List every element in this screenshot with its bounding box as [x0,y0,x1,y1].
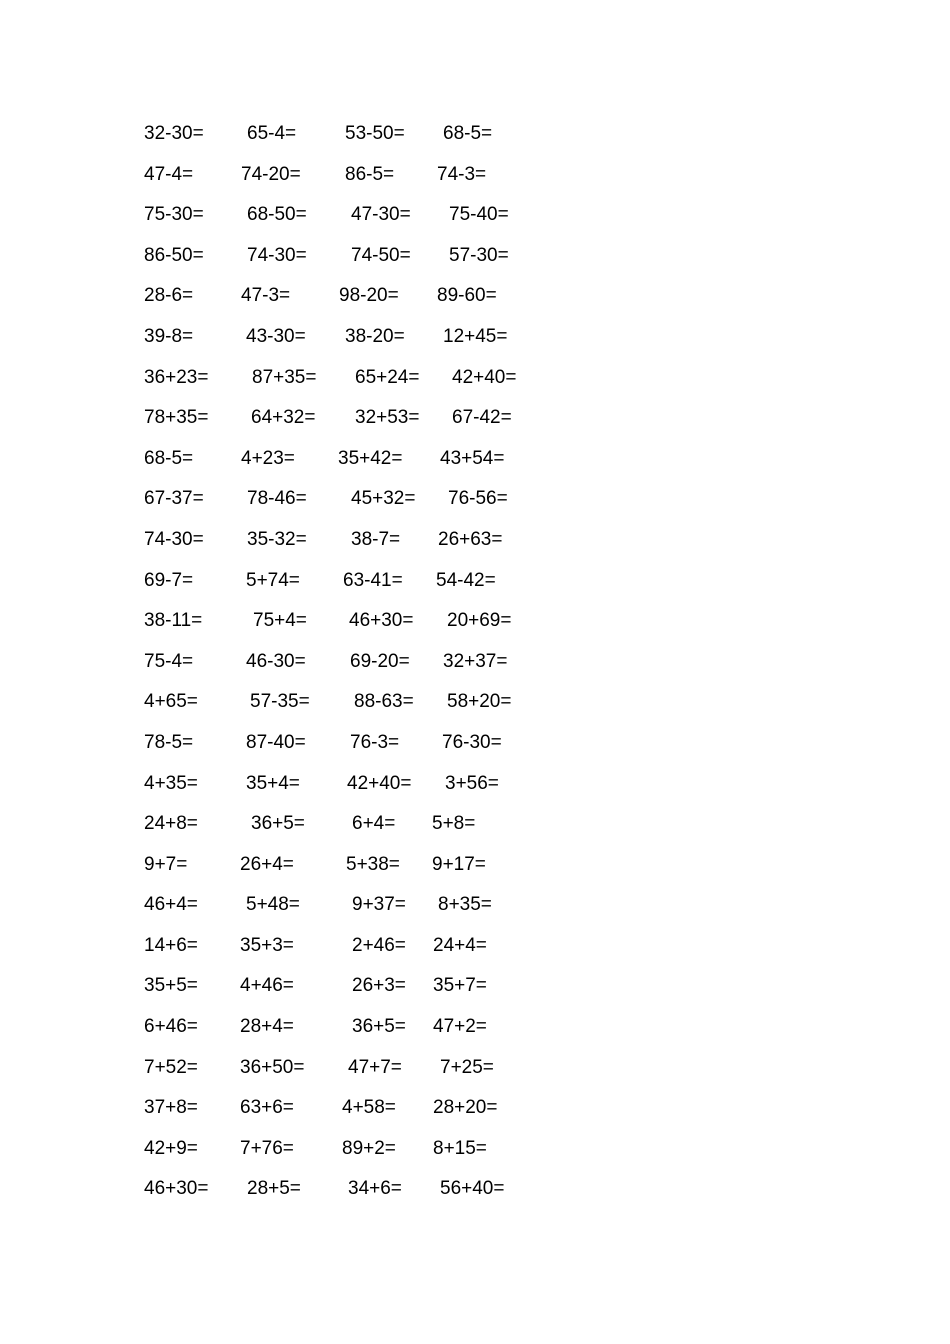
math-problem: 89+2= [342,1137,396,1159]
math-problem: 36+50= [240,1056,305,1078]
math-problem: 58+20= [447,691,512,713]
math-problem: 47+2= [433,1016,487,1038]
math-problem: 89-60= [437,285,497,307]
math-problem: 26+4= [240,853,294,875]
math-problem: 46+30= [144,1178,209,1200]
math-problem: 47-3= [241,285,291,307]
problem-row [144,650,664,691]
math-problem: 9+37= [352,894,406,916]
math-problem: 74-20= [241,163,301,185]
math-problem: 74-50= [351,244,411,266]
problem-row [144,772,664,813]
math-problem: 43+54= [440,447,505,469]
math-problem: 42+9= [144,1137,198,1159]
math-problem: 28+20= [433,1097,498,1119]
problem-row [144,1096,664,1137]
math-problem: 75+4= [253,610,307,632]
problem-row [144,609,664,650]
math-problem: 75-30= [144,204,204,226]
math-problem: 37+8= [144,1097,198,1119]
math-problem: 5+8= [432,813,476,835]
math-problem: 38-7= [351,528,401,550]
math-problem: 3+56= [445,772,499,794]
problem-row [144,690,664,731]
math-problem: 69-7= [144,569,194,591]
problem-row [144,1015,664,1056]
math-problem: 45+32= [351,488,416,510]
math-problem: 8+35= [438,894,492,916]
problem-row [144,447,664,488]
math-problem: 74-30= [144,528,204,550]
math-problem: 43-30= [246,325,306,347]
math-problem: 28+5= [247,1178,301,1200]
problem-row [144,366,664,407]
problem-row [144,244,664,285]
problem-row [144,163,664,204]
math-problem: 78-5= [144,731,194,753]
math-problem: 28+4= [240,1016,294,1038]
math-problem: 35+5= [144,975,198,997]
math-problem: 53-50= [345,123,405,144]
math-problem: 87+35= [252,366,317,388]
math-problem: 63+6= [240,1097,294,1119]
math-problem: 4+35= [144,772,198,794]
math-problem: 36+23= [144,366,209,388]
math-problem: 63-41= [343,569,403,591]
math-problem: 32+37= [443,650,508,672]
math-problem: 26+63= [438,528,503,550]
math-problem: 75-4= [144,650,194,672]
math-problem: 54-42= [436,569,496,591]
math-problem: 9+7= [144,853,188,875]
math-problem: 5+48= [246,894,300,916]
math-problem: 98-20= [339,285,399,307]
math-problem: 46+4= [144,894,198,916]
math-problem: 5+74= [246,569,300,591]
math-problem: 67-42= [452,407,512,429]
math-problem: 36+5= [251,813,305,835]
math-problem: 87-40= [246,731,306,753]
problem-row [144,203,664,244]
math-problem: 42+40= [452,366,517,388]
math-problem: 32-30= [144,123,204,144]
problem-row [144,731,664,772]
problem-row [144,406,664,447]
problem-row [144,487,664,528]
math-problem: 2+46= [352,934,406,956]
problem-row [144,569,664,610]
math-problem: 24+4= [433,934,487,956]
math-problem: 78+35= [144,407,209,429]
problem-row [144,974,664,1015]
math-problem: 26+3= [352,975,406,997]
math-problem: 38-20= [345,325,405,347]
problem-row [144,1137,664,1178]
problem-row [144,325,664,366]
math-problem: 42+40= [347,772,412,794]
math-problem: 38-11= [144,610,203,632]
math-problem: 74-3= [437,163,487,185]
problem-row [144,528,664,569]
problem-row [144,812,664,853]
math-problem: 35+4= [246,772,300,794]
math-problem: 24+8= [144,813,198,835]
problem-row [144,1056,664,1097]
math-problem: 78-46= [247,488,307,510]
math-problem: 65+24= [355,366,420,388]
math-problem: 65-4= [247,123,297,144]
math-problem: 35-32= [247,528,307,550]
math-problem: 35+3= [240,934,294,956]
math-problem: 68-50= [247,204,307,226]
math-problem: 76-30= [442,731,502,753]
problem-row [144,853,664,894]
math-problem: 9+17= [432,853,486,875]
math-problem: 75-40= [449,204,509,226]
math-problem: 4+65= [144,691,198,713]
math-problem: 76-3= [350,731,400,753]
math-problem: 47+7= [348,1056,402,1078]
math-problem: 32+53= [355,407,420,429]
math-problem: 6+4= [352,813,396,835]
math-problem: 46+30= [349,610,414,632]
math-problem: 39-8= [144,325,194,347]
math-problem: 28-6= [144,285,194,307]
problem-row [144,893,664,934]
math-problem: 12+45= [443,325,508,347]
math-problem: 20+69= [447,610,512,632]
math-problem: 35+42= [338,447,403,469]
math-problem: 56+40= [440,1178,505,1200]
problem-row [144,934,664,975]
math-problem: 46-30= [246,650,306,672]
math-problem: 86-5= [345,163,395,185]
math-problem: 14+6= [144,934,198,956]
math-problem: 7+25= [440,1056,494,1078]
math-problem: 7+52= [144,1056,198,1078]
math-problem: 57-35= [250,691,310,713]
math-problem: 4+58= [342,1097,396,1119]
math-problem: 36+5= [352,1016,406,1038]
problem-row [144,1177,664,1218]
math-problem: 7+76= [240,1137,294,1159]
math-problem: 57-30= [449,244,509,266]
math-problem: 88-63= [354,691,414,713]
math-problem: 69-20= [350,650,410,672]
math-problem: 74-30= [247,244,307,266]
math-problem: 4+46= [240,975,294,997]
problem-row [144,284,664,325]
math-problem: 35+7= [433,975,487,997]
math-problem: 4+23= [241,447,295,469]
math-problem: 47-30= [351,204,411,226]
math-problem: 47-4= [144,163,194,185]
math-problem: 6+46= [144,1016,198,1038]
math-problem: 68-5= [443,123,493,144]
math-problem: 68-5= [144,447,194,469]
problem-list [144,122,664,1218]
math-problem: 5+38= [346,853,400,875]
math-problem: 67-37= [144,488,204,510]
math-problem: 86-50= [144,244,204,266]
math-problem: 8+15= [433,1137,487,1159]
math-problem: 34+6= [348,1178,402,1200]
math-problem: 76-56= [448,488,508,510]
math-problem: 64+32= [251,407,316,429]
problem-row [144,122,664,163]
